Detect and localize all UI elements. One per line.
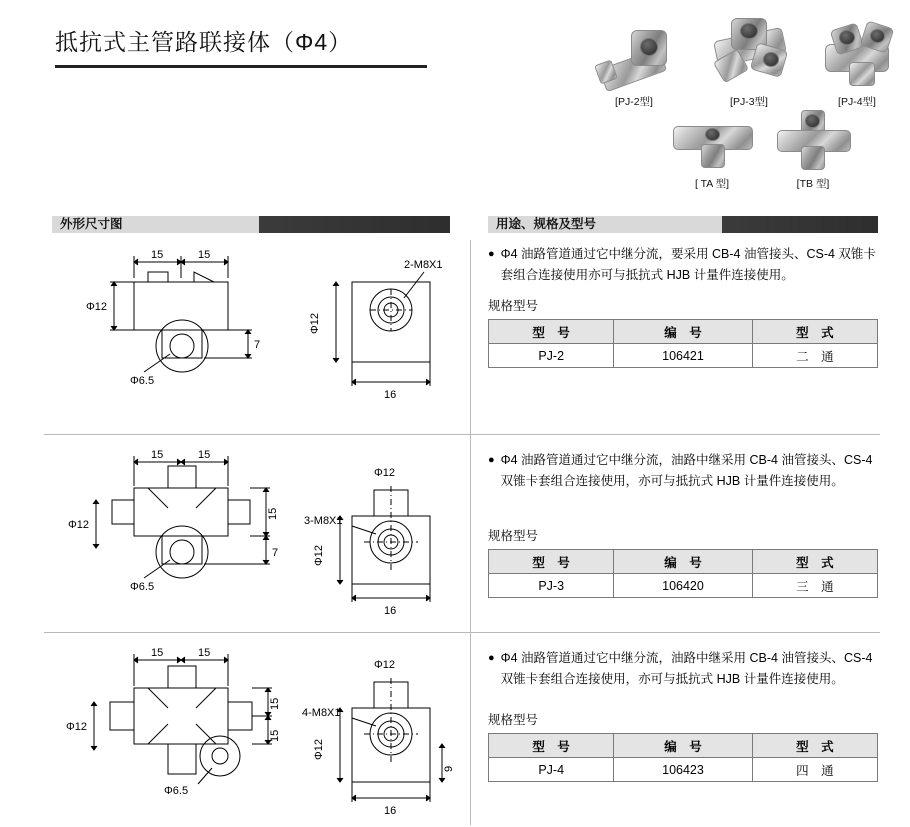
dim-label: Φ6.5 <box>164 785 189 797</box>
table-row <box>489 758 878 782</box>
spec-label: 规格型号 <box>488 299 539 313</box>
col-header-type: 型 式 <box>752 320 877 344</box>
col-header-type: 型 式 <box>752 734 877 758</box>
dim-label: Φ12 <box>374 467 396 479</box>
dim-label: Φ12 <box>309 312 321 334</box>
bullet-dot: ● <box>488 652 495 664</box>
cell-model: PJ-3 <box>489 574 614 598</box>
section-header-left <box>52 216 450 233</box>
dim-label: 15 <box>267 507 279 520</box>
usage-bullet <box>488 450 888 492</box>
col-header-code: 编 号 <box>614 550 752 574</box>
bullet-dot: ● <box>488 248 495 260</box>
dim-label: 7 <box>254 339 261 351</box>
section-header-right-label: 用途、规格及型号 <box>496 217 597 231</box>
usage-text: Φ4 油路管道通过它中继分流，油路中继采用 CB-4 油管接头、CS-4 双锥卡套组合连接使用，亦可与抵抗式 HJB 计量件连接使用。 <box>500 651 873 686</box>
usage-text: Φ4 油路管道通过它中继分流，要采用 CB-4 油管接头、CS-4 双锥卡套组合连接使用亦可与抵抗式 HJB 计量件连接使用。 <box>500 247 876 282</box>
col-header-model: 型 号 <box>489 550 614 574</box>
cell-model: PJ-4 <box>489 758 614 782</box>
table-header-row <box>489 550 878 574</box>
bullet-dot: ● <box>488 454 495 466</box>
dim-label: 15 <box>198 647 211 659</box>
dim-label: 15 <box>151 647 164 659</box>
page-title-wrap <box>55 24 475 68</box>
row-divider-2 <box>44 632 880 633</box>
dim-label: Φ6.5 <box>130 581 155 593</box>
photo-caption: [ TA 型] <box>694 178 730 190</box>
cell-code: 106421 <box>614 344 752 368</box>
dim-label: 9 <box>443 765 455 772</box>
dim-label: 15 <box>198 449 211 461</box>
cell-code: 106423 <box>614 758 752 782</box>
usage-text: Φ4 油路管道通过它中继分流，油路中继采用 CB-4 油管接头、CS-4 双锥卡套组合连接使用，亦可与抵抗式 HJB 计量件连接使用。 <box>500 453 873 488</box>
photo-caption: [PJ-3型] <box>730 96 768 108</box>
cell-type: 二 通 <box>752 344 877 368</box>
photo-caption: [PJ-4型] <box>838 96 876 108</box>
dim-label: Φ6.5 <box>130 375 155 387</box>
col-header-model: 型 号 <box>489 734 614 758</box>
column-divider <box>470 240 471 825</box>
dim-label: 16 <box>384 389 397 401</box>
dim-label: 15 <box>198 249 211 261</box>
photo-ta <box>667 116 757 191</box>
usage-block-pj-3 <box>488 450 888 598</box>
table-row <box>489 574 878 598</box>
photo-caption: [PJ-2型] <box>615 96 653 108</box>
photo-pj-2 <box>595 20 673 109</box>
dim-label: 16 <box>384 805 397 817</box>
drawing-pj-4 <box>52 644 462 824</box>
section-header-left-label: 外形尺寸图 <box>60 217 123 231</box>
cell-type: 三 通 <box>752 574 877 598</box>
dim-label: Φ12 <box>66 721 88 733</box>
product-photo-gallery <box>575 8 905 208</box>
photo-tb <box>771 106 855 191</box>
dim-label: 2-M8X1 <box>404 259 443 271</box>
section-header-right <box>488 216 878 233</box>
dim-label: 15 <box>151 249 164 261</box>
col-header-model: 型 号 <box>489 320 614 344</box>
dim-label: 7 <box>272 547 279 559</box>
photo-pj-4 <box>815 14 899 109</box>
drawing-pj-3 <box>52 446 462 626</box>
dim-label: 4-M8X1 <box>302 707 341 719</box>
row-divider-1 <box>44 434 880 435</box>
dim-label: Φ12 <box>86 301 108 313</box>
photo-caption: [TB 型] <box>796 178 830 190</box>
dim-label: Φ12 <box>68 519 90 531</box>
dim-label: Φ12 <box>374 659 396 671</box>
dim-label: 3-M8X1 <box>304 515 343 527</box>
page-title: 抵抗式主管路联接体（Φ4） <box>55 29 353 55</box>
title-underline <box>55 65 427 68</box>
usage-block-pj-4 <box>488 648 888 782</box>
dim-label: 15 <box>269 729 281 742</box>
table-header-row <box>489 320 878 344</box>
cell-model: PJ-2 <box>489 344 614 368</box>
dim-label: 15 <box>269 697 281 710</box>
drawing-pj-2 <box>52 248 462 418</box>
spec-label: 规格型号 <box>488 713 539 727</box>
table-header-row <box>489 734 878 758</box>
photo-pj-3 <box>707 10 791 109</box>
usage-bullet <box>488 648 888 690</box>
spec-table-pj-3 <box>488 549 878 598</box>
spec-table-pj-2 <box>488 319 878 368</box>
spec-table-pj-4 <box>488 733 878 782</box>
spec-label: 规格型号 <box>488 529 539 543</box>
usage-block-pj-2 <box>488 244 888 368</box>
col-header-type: 型 式 <box>752 550 877 574</box>
dim-label: 16 <box>384 605 397 617</box>
col-header-code: 编 号 <box>614 320 752 344</box>
usage-bullet <box>488 244 888 286</box>
dim-label: Φ12 <box>313 738 325 760</box>
dim-label: 15 <box>151 449 164 461</box>
table-row <box>489 344 878 368</box>
dim-label: Φ12 <box>313 544 325 566</box>
col-header-code: 编 号 <box>614 734 752 758</box>
cell-type: 四 通 <box>752 758 877 782</box>
cell-code: 106420 <box>614 574 752 598</box>
